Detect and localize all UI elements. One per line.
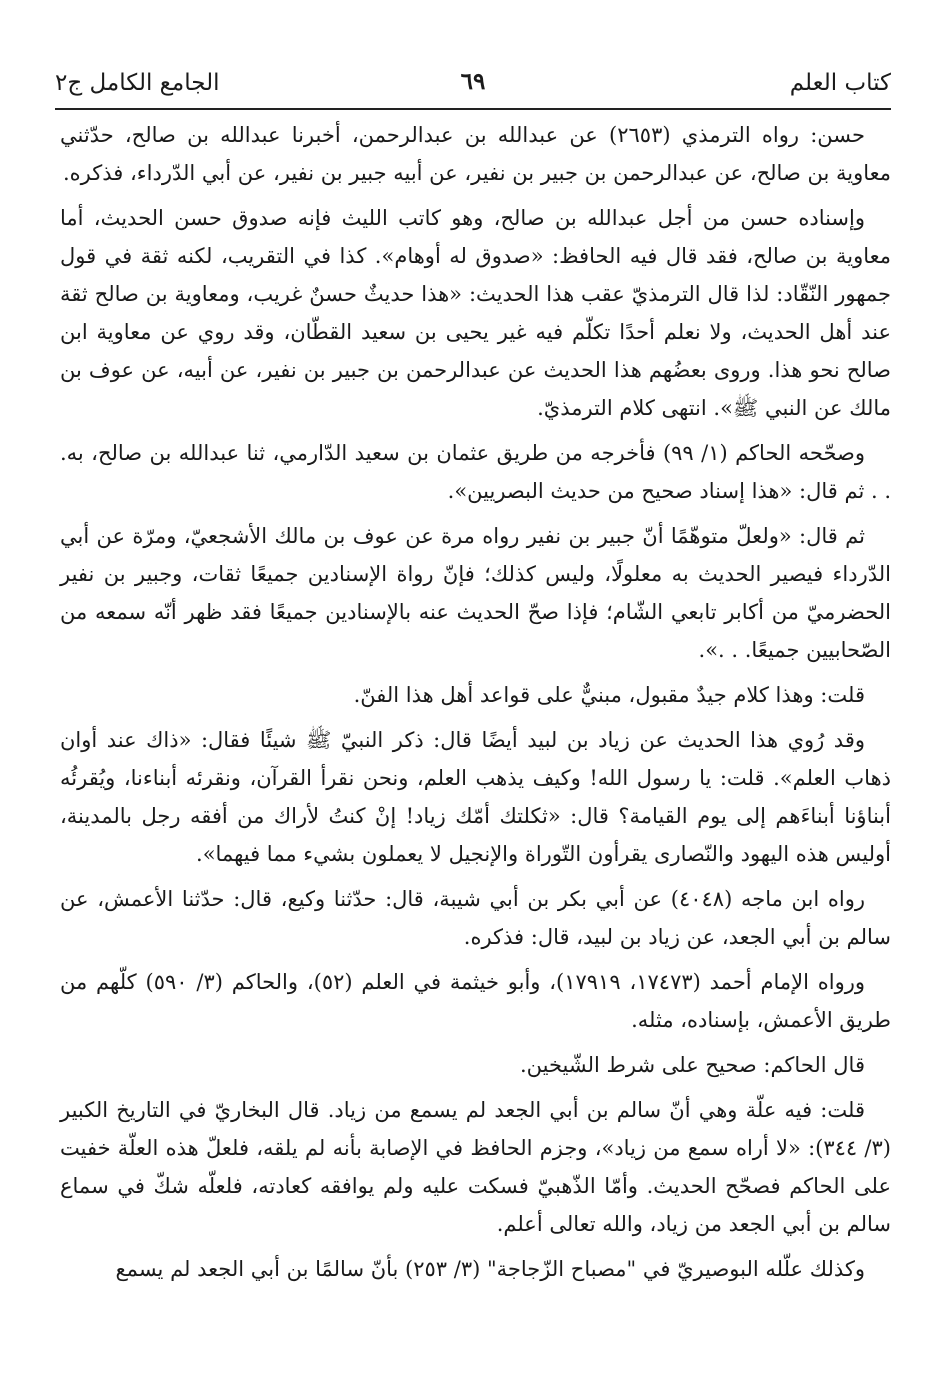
book-volume-title: الجامع الكامل ج٢ (55, 70, 220, 96)
page-body (60, 116, 891, 1295)
page-number: ٦٩ (460, 68, 486, 95)
paragraph: وإسناده حسن من أجل عبدالله بن صالح، وهو كاتب الليث فإنه صدوق حسن الحديث، أما معاوية بن صالح، فقد قال فيه الحافظ: «صدوق له أوهام». كذا في التقريب، لكنه ثقة في قول جمهور النّقّاد: لذا قال الترمذيّ عقب هذا الحديث: «هذا حديثٌ حسنٌ غريب، ومعاوية بن صالح ثقة عند أهل الحديث، ولا نعلم أحدًا تكلّم فيه غير يحيى بن سعيد القطّان، وقد روي عن معاوية ابن صالح نحو هذا. وروى بعضُهم هذا الحديث عن عبدالرحمن بن جبير بن نفير، عن أبيه، عن عوف بن مالك عن النبي ﷺ». انتهى كلام الترمذيّ. (60, 206, 891, 420)
paragraph: وكذلك علّله البوصيريّ في "مصباح الزّجاجة" (٣/ ٢٥٣) بأنّ سالمًا بن أبي الجعد لم يسمع (115, 1257, 865, 1281)
paragraph: رواه ابن ماجه (٤٠٤٨) عن أبي بكر بن أبي شيبة، قال: حدّثنا وكيع، قال: حدّثنا الأعمش، عن سالم بن أبي الجعد، عن زياد بن لبيد، قال: فذكره. (60, 887, 891, 949)
header-divider (55, 108, 891, 110)
paragraph: ثم قال: «ولعلّ متوهّمًا أنّ جبير بن نفير رواه مرة عن عوف بن مالك الأشجعيّ، ومرّة عن أبي الدّرداء فيصير الحديث به معلولًا، وليس كذلك؛ فإنّ رواة الإسنادين جميعًا ثقات، وجبير بن نفير الحضرميّ من أكابر تابعي الشّام؛ فإذا صحّ الحديث عنه بالإسنادين جميعًا فقد ظهر أنّه سمعه من الصّحابيين جميعًا. . .». (60, 524, 891, 662)
book-section-title: كتاب العلم (789, 70, 891, 96)
paragraph: قلت: وهذا كلام جيدٌ مقبول، مبنيٌّ على قواعد أهل هذا الفنّ. (353, 683, 865, 707)
paragraph: وصحّحه الحاكم (١/ ٩٩) فأخرجه من طريق عثمان بن سعيد الدّارمي، ثنا عبدالله بن صالح، به. . . ثم قال: «هذا إسناد صحيح من حديث البصريين». (60, 441, 891, 503)
paragraph: ورواه الإمام أحمد (١٧٤٧٣، ١٧٩١٩)، وأبو خيثمة في العلم (٥٢)، والحاكم (٣/ ٥٩٠) كلّهم من طريق الأعمش، بإسناده، مثله. (60, 970, 891, 1032)
paragraph: قال الحاكم: صحيح على شرط الشّيخين. (519, 1053, 865, 1077)
paragraph: قلت: فيه علّة وهي أنّ سالم بن أبي الجعد لم يسمع من زياد. قال البخاريّ في التاريخ الكبير (٣/ ٣٤٤): «لا أراه سمع من زياد»، وجزم الحافظ في الإصابة بأنه لم يلقه، فلعلّ هذه العلّة خفيت على الحاكم فصحّح الحديث. وأمّا الذّهبيّ فسكت عليه ولم يوافقه كعادته، فلعلّه شكّ في سماع سالم بن أبي الجعد من زياد، والله تعالى أعلم. (60, 1098, 891, 1236)
running-header (55, 64, 891, 108)
paragraph: حسن: رواه الترمذي (٢٦٥٣) عن عبدالله بن عبدالرحمن، أخبرنا عبدالله بن صالح، حدّثني معاوية بن صالح، عن عبدالرحمن بن جبير بن نفير، عن أبيه جبير بن نفير، عن أبي الدّرداء، فذكره. (60, 123, 891, 185)
paragraph: وقد رُوي هذا الحديث عن زياد بن لبيد أيضًا قال: ذكر النبيّ ﷺ شيئًا فقال: «ذاك عند أوان ذهاب العلم». قلت: يا رسول الله! وكيف يذهب العلم، ونحن نقرأ القرآن، ونقرئه أبناءنا، ويُقرئُه أبناؤنا أبناءَهم إلى يوم القيامة؟ قال: «ثكلتك أمّك زياد! إنْ كنتُ لأراك من أفقه رجل بالمدينة، أوليس هذه اليهود والنّصارى يقرأون التّوراة والإنجيل لا يعملون بشيء مما فيهما». (60, 728, 891, 866)
